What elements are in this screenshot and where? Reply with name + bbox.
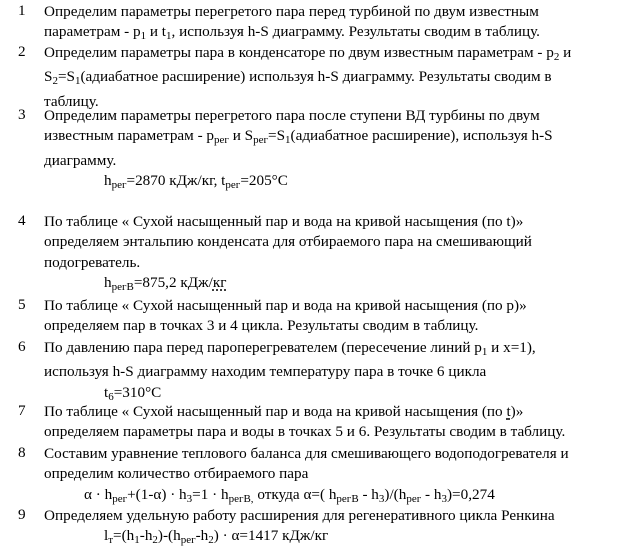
text-line: параметрам - $p_1$ и $t_1$, используя h-S диаграмму. Результаты сводим в таблицу.: [44, 23, 540, 43]
text-line: Определяем удельную работу расширения для регенеративного цикла Ренкина: [44, 507, 555, 524]
text-line: известным параметрам - $p_{рег}$ и $S_{рег}=S_1(адиабатное$ расширение), используя h-S: [44, 127, 553, 147]
text-line: таблицу.: [44, 92, 99, 110]
item-text: [44, 2, 613, 47]
text-line: определим количество отбираемого пара: [44, 465, 309, 483]
text-line: Составим уравнение теплового баланса для смешивающего водоподогревателя и: [44, 445, 569, 462]
formula-line: $h_{рег}=2870$ кДж/кг, $t_{рег}=205^\circ C$: [104, 172, 288, 192]
item-text: [44, 338, 613, 407]
text-line: $S_2=S_1(адиабатное$ расширение) используя h-S диаграмму. Результаты сводим в: [44, 68, 552, 88]
text-line: По таблице « Сухой насыщенный пар и вода на кривой насыщения (по t)»: [44, 213, 524, 230]
formula-line: $l_т=(h_1-h_2)-(h_{рег}-h_2) \cdot \alpha=1417$ кДж/кг: [104, 527, 329, 547]
formula-line: $h_{регВ}=875,2$ кДж/кг: [104, 274, 227, 294]
text-line: По давлению пара перед пароперегревателем (пересечение линий $p_1$ и x=1),: [44, 339, 536, 358]
text-line: По таблице « Сухой насыщенный пар и вода на кривой насыщения (по t)»: [44, 403, 524, 420]
text-line: определяем энтальпию конденсата для отбираемого пара на смешивающий: [44, 233, 532, 251]
text-line: подогреватель.: [44, 253, 141, 271]
item-text: [44, 506, 613, 551]
text-line: диаграмму.: [44, 151, 117, 169]
item-text: [44, 444, 613, 509]
item-number: 3: [18, 106, 26, 123]
formula-line: $\alpha \cdot h_{рег}+(1-\alpha) \cdot h_3=1 \cdot h_{регВ,}$ откуда α=( $h_{регВ} - h_3)/(h_{рег} - h_3)=0,274$: [84, 485, 495, 505]
text-line: Определим параметры перегретого пара перед турбиной по двум известным: [44, 3, 539, 20]
item-number: 9: [18, 506, 26, 523]
item-text: [44, 402, 613, 443]
text-line: Определим параметры пара в конденсаторе по двум известным параметрам - $p_2$ и: [44, 44, 572, 63]
text-line: По таблице « Сухой насыщенный пар и вода на кривой насыщения (по p)»: [44, 297, 527, 314]
item-text: [44, 43, 613, 112]
formula-line: $t_6=310^\circ C$: [104, 383, 162, 403]
item-number: 8: [18, 444, 26, 461]
item-number: 2: [18, 43, 26, 60]
text-line: используя h-S диаграмму находим температуру пара в точке 6 цикла: [44, 363, 487, 381]
item-number: 6: [18, 338, 26, 355]
item-text: [44, 296, 613, 337]
text-line: определяем параметры пара и воды в точках 5 и 6. Результаты сводим в таблицу.: [44, 423, 566, 441]
item-number: 4: [18, 212, 26, 229]
text-line: определяем пар в точках 3 и 4 цикла. Результаты сводим в таблицу.: [44, 317, 479, 335]
item-number: 1: [18, 2, 26, 19]
item-number: 5: [18, 296, 26, 313]
item-text: [44, 106, 613, 196]
item-text: [44, 212, 613, 298]
item-number: 7: [18, 402, 26, 419]
text-line: Определим параметры перегретого пара после ступени ВД турбины по двум: [44, 107, 540, 124]
